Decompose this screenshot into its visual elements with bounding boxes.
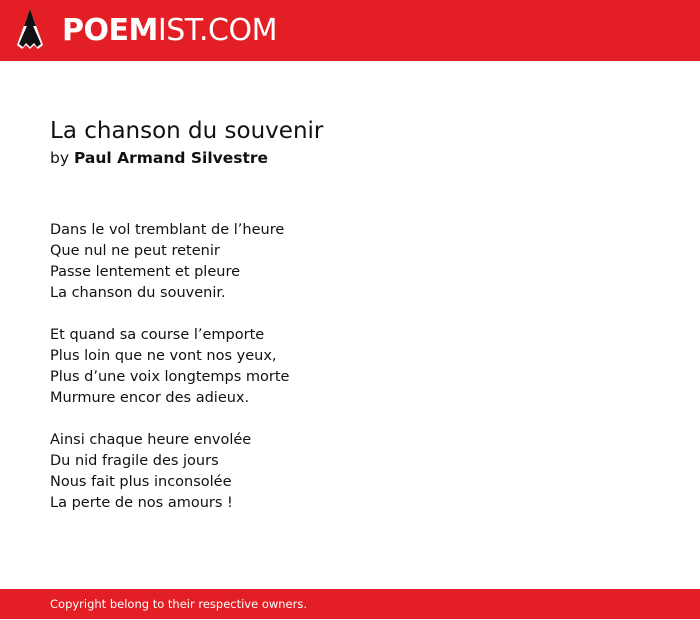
poem-line: Dans le vol tremblant de l’heure	[50, 222, 285, 238]
poem-line: Que nul ne peut retenir	[50, 243, 220, 259]
poem-line: Passe lentement et pleure	[50, 264, 241, 280]
poem-line: La chanson du souvenir.	[50, 285, 226, 301]
by-label: by	[50, 149, 70, 167]
site-logo[interactable]	[62, 12, 277, 50]
poem-body	[50, 220, 650, 514]
poem-line: Du nid fragile des jours	[50, 453, 219, 469]
poem-line: Nous fait plus inconsolée	[50, 474, 232, 490]
logo-strong-text: POEM	[62, 13, 158, 48]
pencil-tip-icon[interactable]	[17, 9, 43, 51]
poem-line: La perte de nos amours !	[50, 495, 233, 511]
site-header	[0, 0, 700, 61]
poem-content	[50, 116, 650, 535]
byline	[50, 146, 650, 170]
author-name[interactable]: Paul Armand Silvestre	[73, 149, 269, 167]
site-footer	[0, 589, 700, 619]
stanza	[50, 220, 650, 304]
poem-line: Ainsi chaque heure envolée	[50, 432, 252, 448]
poem-title: La chanson du souvenir	[50, 118, 324, 144]
poem-line: Plus loin que ne vont nos yeux,	[50, 348, 277, 364]
stanza	[50, 325, 650, 409]
poem-line: Murmure encor des adieux.	[50, 390, 250, 406]
logo-light-text: IST.COM	[157, 13, 277, 48]
stanza	[50, 430, 650, 514]
poem-line: Plus d’une voix longtemps morte	[50, 369, 290, 385]
copyright-text: Copyright belong to their respective owners.	[50, 597, 308, 611]
poem-line: Et quand sa course l’emporte	[50, 327, 265, 343]
